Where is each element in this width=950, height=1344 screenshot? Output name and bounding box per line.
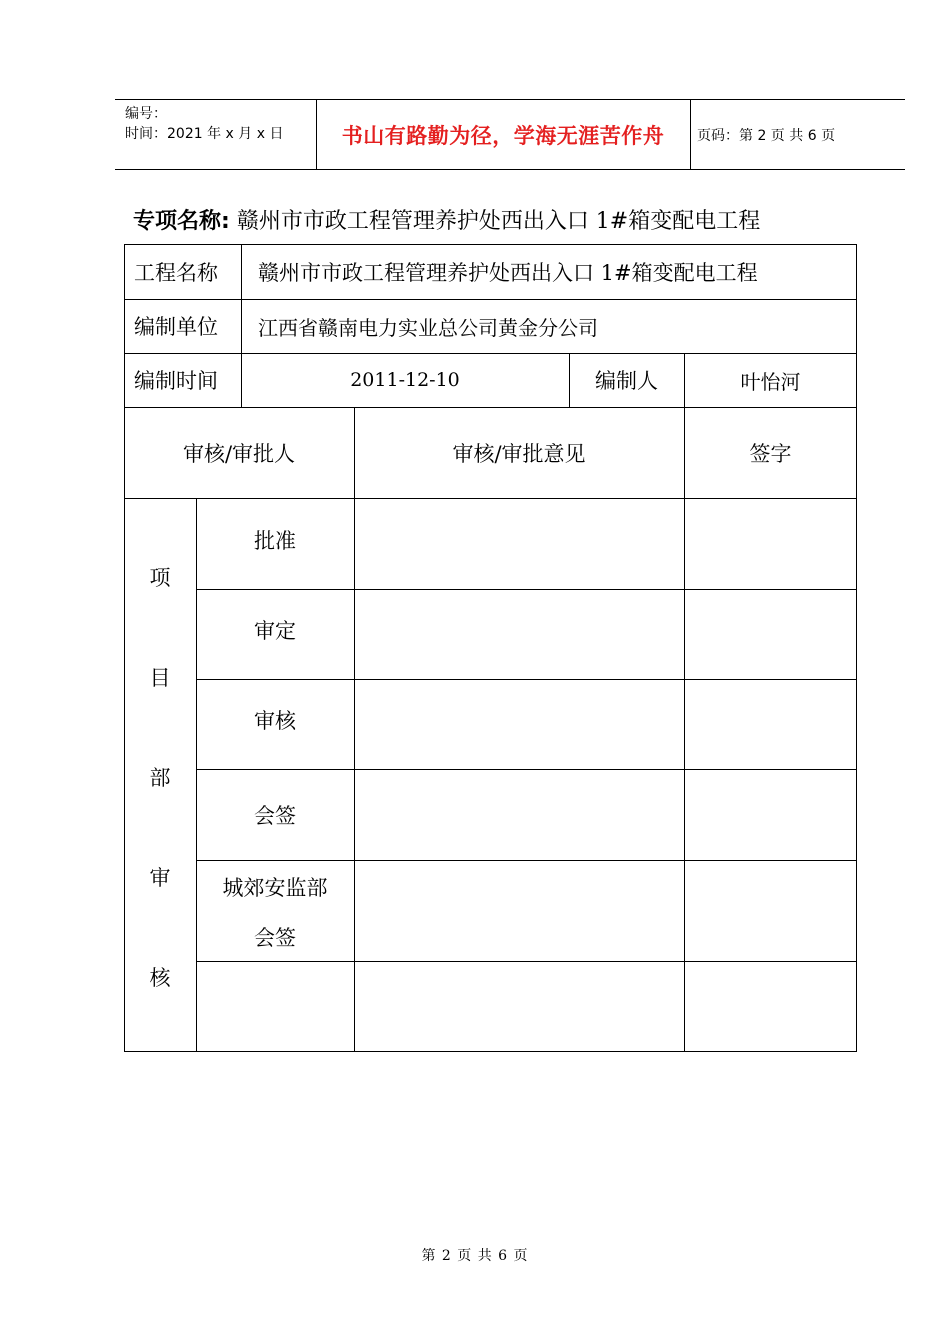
grid-line <box>354 407 355 1052</box>
role-safety-dept: 城郊安监部 <box>222 876 328 900</box>
date-value: 2011-12-10 <box>350 369 460 391</box>
role-countersign: 会签 <box>254 803 296 828</box>
project-name-label: 工程名称 <box>134 260 218 285</box>
header-meta <box>125 104 283 144</box>
role-approve: 批准 <box>254 528 296 553</box>
dept-char: 目 <box>149 666 171 690</box>
project-name-value: 赣州市市政工程管理养护处西出入口 1#箱变配电工程 <box>258 260 758 285</box>
special-title-label: 专项名称: <box>133 209 230 234</box>
number-label: 编号： <box>125 106 167 122</box>
col-sign: 签字 <box>749 441 792 466</box>
grid-line <box>124 1051 857 1052</box>
special-title <box>133 204 760 235</box>
time-label: 时间：2021 年 x 月 x 日 <box>125 126 284 142</box>
grid-line <box>196 860 857 861</box>
col-reviewer: 审核/审批人 <box>182 441 296 466</box>
page-footer: 第 2 页 共 6 页 <box>421 1248 529 1264</box>
dept-char: 部 <box>149 766 171 790</box>
page-header <box>115 99 905 170</box>
grid-line <box>196 961 857 962</box>
dept-char: 审 <box>149 866 171 890</box>
author-label: 编制人 <box>595 369 658 393</box>
header-motto: 书山有路勤为径，学海无涯苦作舟 <box>341 123 665 148</box>
col-opinion: 审核/审批意见 <box>452 441 586 466</box>
role-review: 审核 <box>254 709 296 733</box>
unit-label: 编制单位 <box>134 315 218 339</box>
role-determine: 审定 <box>254 619 296 643</box>
special-title-value: 赣州市市政工程管理养护处西出入口 1#箱变配电工程 <box>236 209 761 234</box>
unit-value: 江西省赣南电力实业总公司黄金分公司 <box>258 315 598 340</box>
author-value: 叶怡河 <box>740 369 801 394</box>
grid-line <box>124 244 125 1052</box>
dept-char: 核 <box>149 966 171 990</box>
approval-form <box>124 244 857 1052</box>
role-safety-countersign: 会签 <box>254 926 296 950</box>
header-divider <box>690 100 691 169</box>
header-page-number: 页码：第 2 页 共 6 页 <box>697 127 836 144</box>
date-label: 编制时间 <box>134 369 218 393</box>
dept-char: 项 <box>149 566 171 590</box>
